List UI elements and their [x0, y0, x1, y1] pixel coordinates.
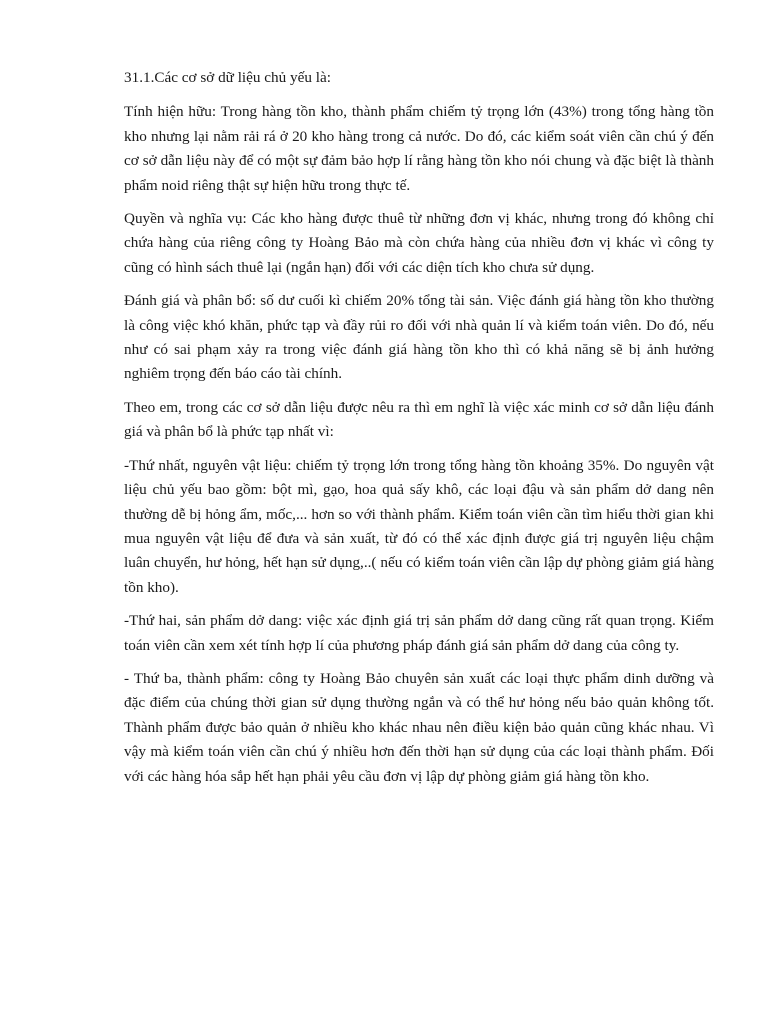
paragraph-opinion: Theo em, trong các cơ sở dẫn liệu được nêu ra thì em nghĩ là việc xác minh cơ sở dẫn liệu đánh giá và phân bổ là phức tạp nhất vì: [124, 398, 714, 441]
paragraph-rights-obligations: Quyền và nghĩa vụ: Các kho hàng được thuê từ những đơn vị khác, nhưng trong đó không chỉ chứa hàng của riêng công ty Hoàng Bảo mà còn chứa hàng của nhiều đơn vị khác vì công ty cũng có hình sách thuê lại (ngắn hạn) đối với các diện tích kho chưa sử dụng. [124, 210, 714, 276]
paragraph-raw-materials: -Thứ nhất, nguyên vật liệu: chiếm tỷ trọng lớn trong tổng hàng tồn khoảng 35%. Do nguyên vật liệu chủ yếu bao gồm: bột mì, gạo, hoa quả sấy khô, các loại đậu và sản phẩm dở dang nên thường dễ bị hỏng ẩm, mốc,... hơn so với thành phẩm. Kiểm toán viên cần tìm hiểu thời gian khi mua nguyên vật liệu để đưa và sản xuất, từ đó có thể xác định được giá trị nguyên liệu chậm luân chuyển, hư hỏng, hết hạn sử dụng,..( nếu có kiểm toán viên cần lập dự phòng giảm giá hàng tồn kho). [124, 456, 714, 596]
section-heading: 31.1.Các cơ sở dữ liệu chủ yếu là: [124, 69, 331, 86]
paragraph-valuation-allocation: Đánh giá và phân bổ: số dư cuối kì chiếm 20% tổng tài sản. Việc đánh giá hàng tồn kho thường là công việc khó khăn, phức tạp và đầy rủi ro đối với nhà quản lí và kiểm toán viên. Do đó, nếu như có sai phạm xảy ra trong việc đánh giá hàng tồn kho thì có khả năng sẽ bị ảnh hưởng nghiêm trọng đến báo cáo tài chính. [124, 292, 714, 383]
paragraph-finished-goods: - Thứ ba, thành phẩm: công ty Hoàng Bảo chuyên sản xuất các loại thực phẩm dinh dưỡng và đặc điểm của chúng thời gian sử dụng thường ngắn và có thể hư hỏng nếu bảo quản không tốt. Thành phẩm được bảo quản ở nhiều kho khác nhau nên điều kiện bảo quản cũng khác nhau. Vì vậy mà kiểm toán viên cần chú ý nhiều hơn đến thời hạn sử dụng của các loại thành phẩm. Đối với các hàng hóa sắp hết hạn phải yêu cầu đơn vị lập dự phòng giảm giá hàng tồn kho. [124, 669, 714, 785]
document-page [124, 66, 714, 798]
paragraph-work-in-progress: -Thứ hai, sản phẩm dở dang: việc xác định giá trị sản phẩm dở dang cũng rất quan trọng. Kiểm toán viên cần xem xét tính hợp lí của phương pháp đánh giá sản phẩm dở dang của công ty. [124, 612, 714, 654]
paragraph-existence: Tính hiện hữu: Trong hàng tồn kho, thành phẩm chiếm tỷ trọng lớn (43%) trong tổng hàng tồn kho nhưng lại nằm rải rá ở 20 kho hàng trong cả nước. Do đó, các kiểm soát viên cần chú ý đến cơ sở dẫn liệu này để có một sự đảm bảo hợp lí rằng hàng tồn kho nói chung và đặc biệt là thành phẩm noid riêng thật sự hiện hữu trong thực tế. [124, 103, 714, 194]
